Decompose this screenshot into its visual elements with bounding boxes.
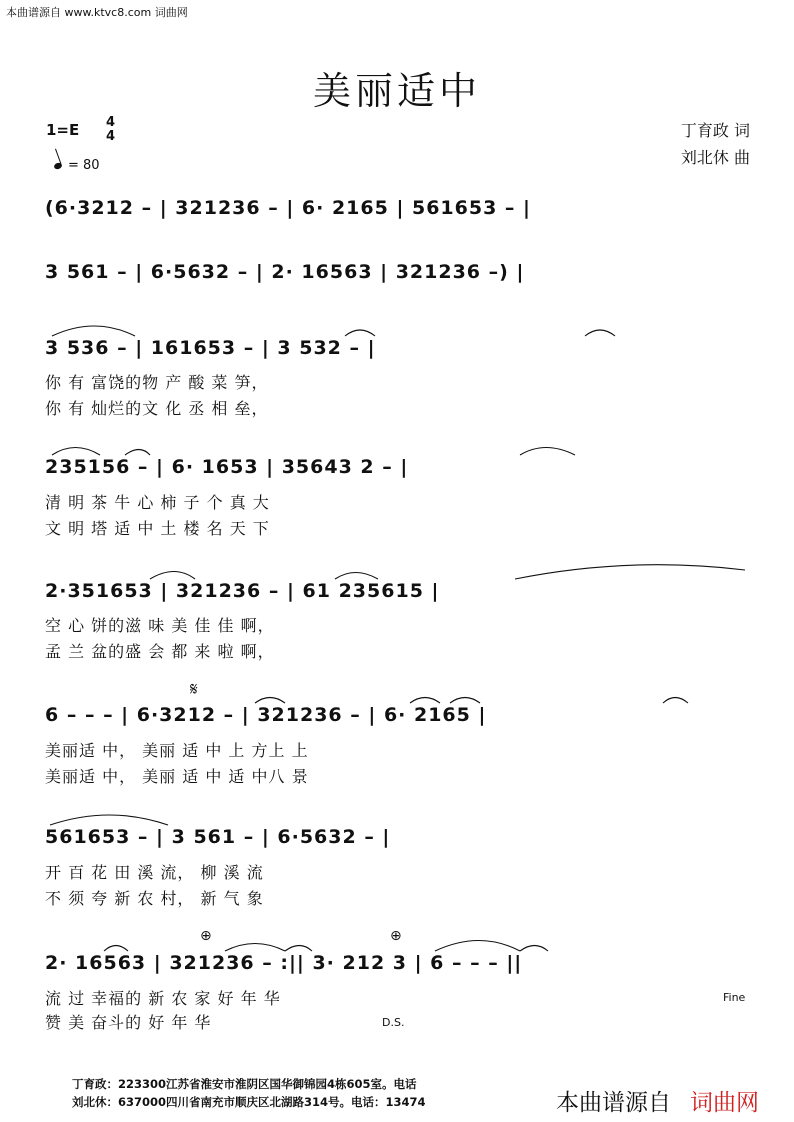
notation-text: (6·3212 – | 321236 – | 6· 2165 | 561653 – | [45,197,531,219]
lyrics-verse-2: 赞 美 奋斗的 好 年 华 [45,1013,212,1032]
key-signature: 1=E [46,121,80,139]
segno-icon: 𝄋 [190,679,198,700]
notation-text: 2· 16563 | 321236 – :|| 3· 212 3 | 6 – – – || [45,952,523,974]
lyrics-verse-2: 不 须 夸 新 农 村， 新 气 象 [45,889,264,908]
brand-text-red: 词曲网 [690,1090,759,1116]
composer-credit: 刘北休 曲 [680,148,750,167]
lyrics-verse-1: 清 明 茶 牛 心 柿 子 个 真 大 [45,493,270,512]
lyrics-verse-1: 流 过 幸福的 新 农 家 好 年 华 [45,989,281,1008]
coda-icon: ⊕ [200,928,212,944]
ds-marking: D.S. [382,1016,405,1029]
footer-contact-2: 刘北休：637000四川省南充市顺庆区北湖路314号。电话：13474 [72,1095,426,1109]
notation-text: 6 – – – | 6·3212 – | 321236 – | 6· 2165 | [45,704,487,726]
brand-text: 本曲谱源自 [556,1090,671,1116]
lyrics-verse-1: 开 百 花 田 溪 流， 柳 溪 流 [45,863,264,882]
footer-contact-1: 丁育政：223300江苏省淮安市淮阴区国华御锦园4栋605室。电话 [72,1077,417,1091]
notation-text: 3 561 – | 6·5632 – | 2· 16563 | 321236 –) | [45,261,525,283]
site-header: 本曲谱源自 www.ktvc8.com 词曲网 [6,6,188,19]
lyricist-credit: 丁育政 词 [680,121,750,140]
song-title: 美丽适中 [312,69,481,113]
lyrics-verse-2: 你 有 灿烂的文 化 丞 相 垒， [45,399,269,418]
fine-marking: Fine [723,991,746,1004]
lyrics-verse-2: 美丽适 中， 美丽 适 中 适 中八 景 [45,767,309,786]
notation-text: 2·351653 | 321236 – | 61 235615 | [45,580,440,602]
tempo-value: = 80 [68,158,100,173]
notation-text: 3 536 – | 161653 – | 3 532 – | [45,337,376,359]
lyrics-verse-1: 你 有 富饶的物 产 酸 菜 笋， [45,373,269,392]
notation-text: 561653 – | 3 561 – | 6·5632 – | [45,826,391,848]
notation-text: 235156 – | 6· 1653 | 35643 2 – | [45,456,409,478]
lyrics-verse-2: 孟 兰 盆的盛 会 都 来 啦 啊， [45,642,275,661]
time-signature-top: 4 [106,115,116,130]
coda-icon: ⊕ [390,928,402,944]
lyrics-verse-1: 空 心 饼的滋 味 美 佳 佳 啊， [45,616,275,635]
time-signature-bottom: 4 [106,129,116,144]
lyrics-verse-2: 文 明 塔 适 中 土 楼 名 天 下 [45,519,270,538]
lyrics-verse-1: 美丽适 中， 美丽 适 中 上 方上 上 [45,741,309,760]
